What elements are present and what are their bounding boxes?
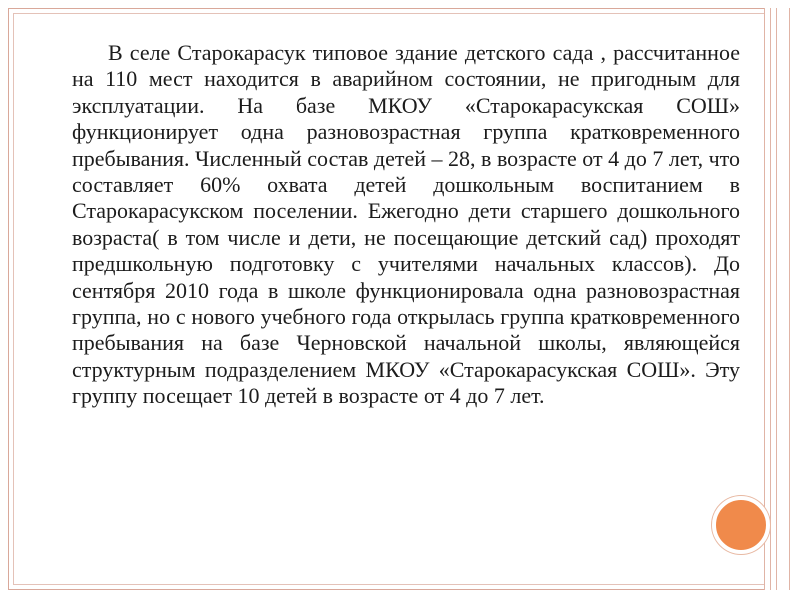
orange-circle-icon [712, 496, 770, 554]
slide-body-text: В селе Старокарасук типовое здание детского сада , рассчитанное на 110 мест находится в аварийном состоянии, не пригодным для эксплуатации. На базе МКОУ «Старокарасукская СОШ» функционирует одна разновозрастная группа кратковременного пребывания. Численный состав детей – 28, в возрасте от 4 до 7 лет, что составляет 60% охвата детей дошкольным воспитанием в Старокарасукском поселении. Ежегодно дети старшего дошкольного возраста( в том числе и дети, не посещающие детский сад) проходят предшкольную подготовку с учителями начальных классов). До сентября 2010 года в школе функционировала одна разновозрастная группа, но с нового учебного года открылась группа кратковременного пребывания на базе Черновской начальной школы, являющейся структурным подразделением МКОУ «Старокарасукская СОШ». Эту группу посещает 10 детей в возрасте от 4 до 7 лет. [72, 40, 740, 409]
right-border-line [764, 8, 765, 590]
right-border-line [776, 8, 777, 590]
right-border-line [770, 8, 771, 590]
right-border-line [789, 8, 790, 590]
